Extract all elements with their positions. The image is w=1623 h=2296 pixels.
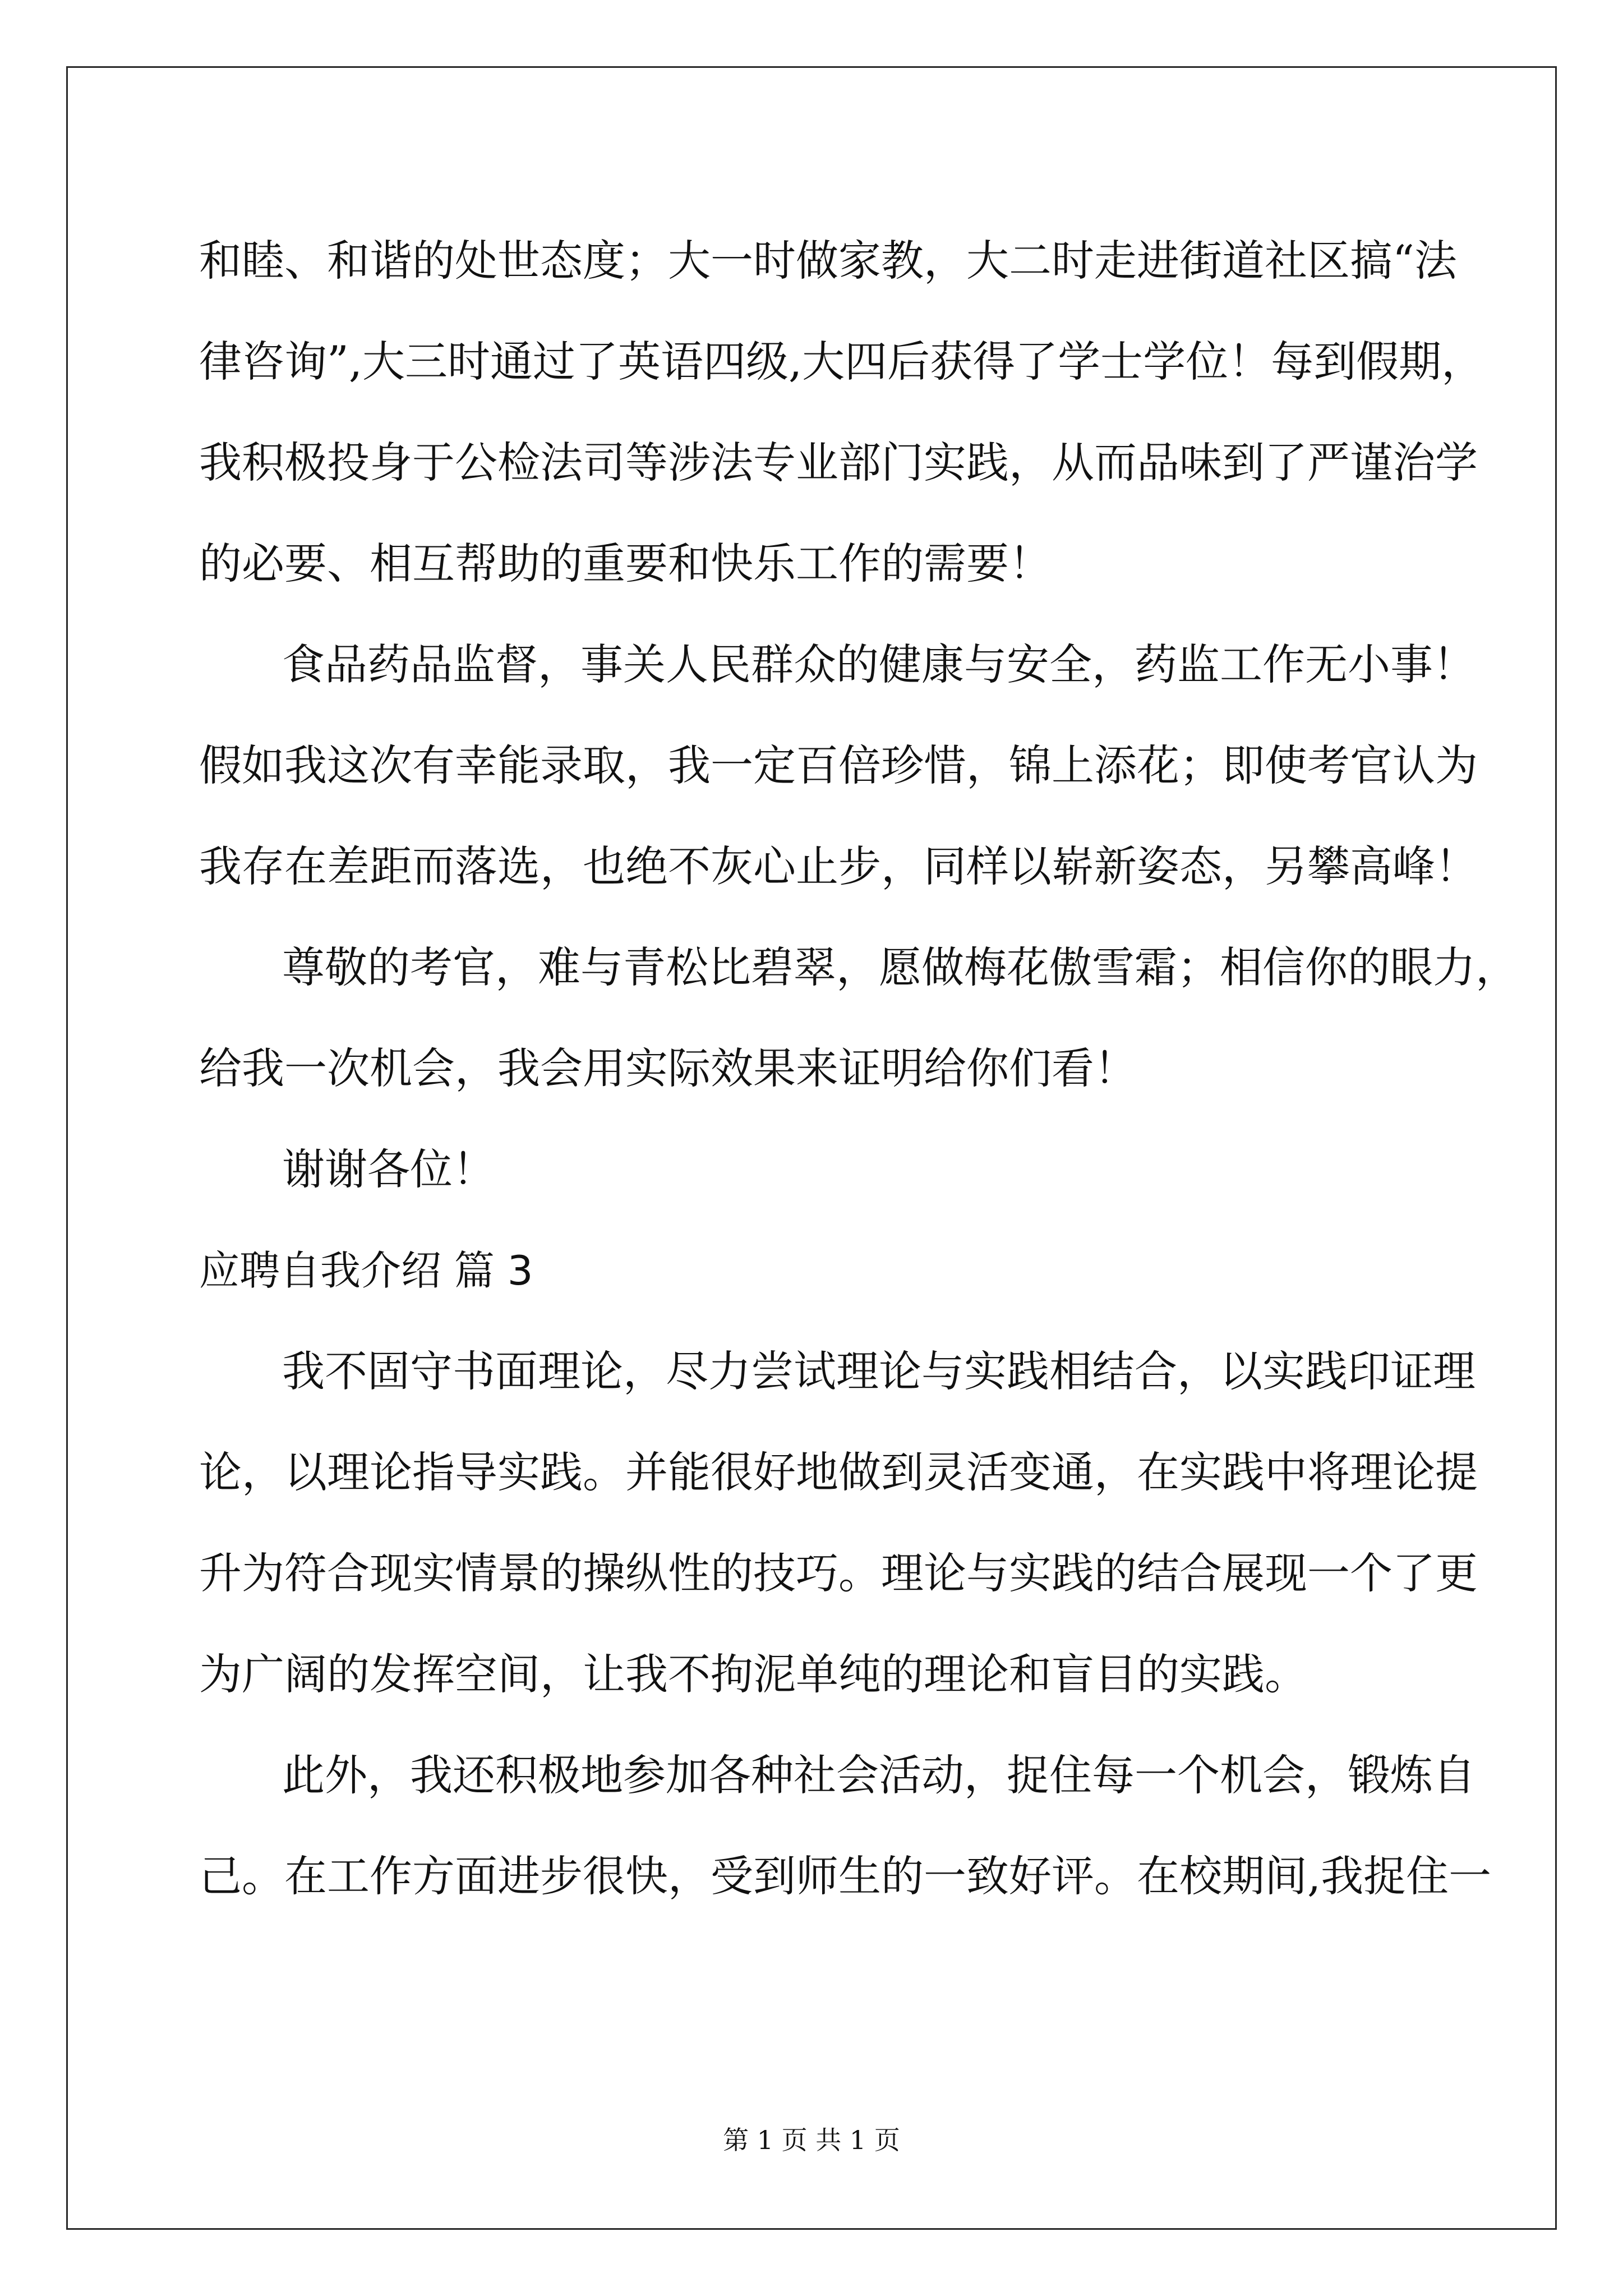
section-heading: 应聘自我介绍 篇 3 bbox=[199, 1247, 533, 1294]
paragraph-start: 尊敬的考官，难与青松比碧翠，愿做梅花傲雪霜；相信你的眼力， bbox=[282, 942, 1518, 992]
paragraph-start: 此外，我还积极地参加各种社会活动，捉住每一个机会，锻炼自 bbox=[282, 1750, 1476, 1800]
text-line: 升为符合现实情景的操纵性的技巧。理论与实践的结合展现一个了更 bbox=[199, 1548, 1478, 1598]
paragraph-start: 谢谢各位！ bbox=[282, 1144, 495, 1194]
paragraph-start: 我不固守书面理论，尽力尝试理论与实践相结合，以实践印证理 bbox=[282, 1346, 1476, 1396]
text-line: 我积极投身于公检法司等涉法专业部门实践，从而品味到了严谨治学 bbox=[199, 438, 1478, 487]
text-line: 己。在工作方面进步很快，受到师生的一致好评。在校期间,我捉住一 bbox=[199, 1851, 1492, 1901]
document-body bbox=[199, 210, 1518, 1927]
paragraph-start: 食品药品监督，事关人民群众的健康与安全，药监工作无小事！ bbox=[282, 639, 1476, 689]
text-line: 和睦、和谐的处世态度；大一时做家教，大二时走进街道社区搞“法 bbox=[199, 236, 1457, 286]
text-line: 论，以理论指导实践。并能很好地做到灵活变通，在实践中将理论提 bbox=[199, 1447, 1478, 1497]
text-line: 假如我这次有幸能录取，我一定百倍珍惜，锦上添花；即使考官认为 bbox=[199, 740, 1478, 790]
text-line: 为广阔的发挥空间，让我不拘泥单纯的理论和盲目的实践。 bbox=[199, 1649, 1307, 1699]
text-line: 的必要、相互帮助的重要和快乐工作的需要！ bbox=[199, 539, 1052, 588]
text-line: 给我一次机会，我会用实际效果来证明给你们看！ bbox=[199, 1043, 1137, 1093]
text-line: 我存在差距而落选，也绝不灰心止步，同样以崭新姿态，另攀高峰！ bbox=[199, 841, 1478, 891]
text-line: 律咨询”,大三时通过了英语四级,大四后获得了学士学位！每到假期， bbox=[199, 337, 1484, 386]
page-footer: 第 1 页 共 1 页 bbox=[723, 2125, 900, 2155]
